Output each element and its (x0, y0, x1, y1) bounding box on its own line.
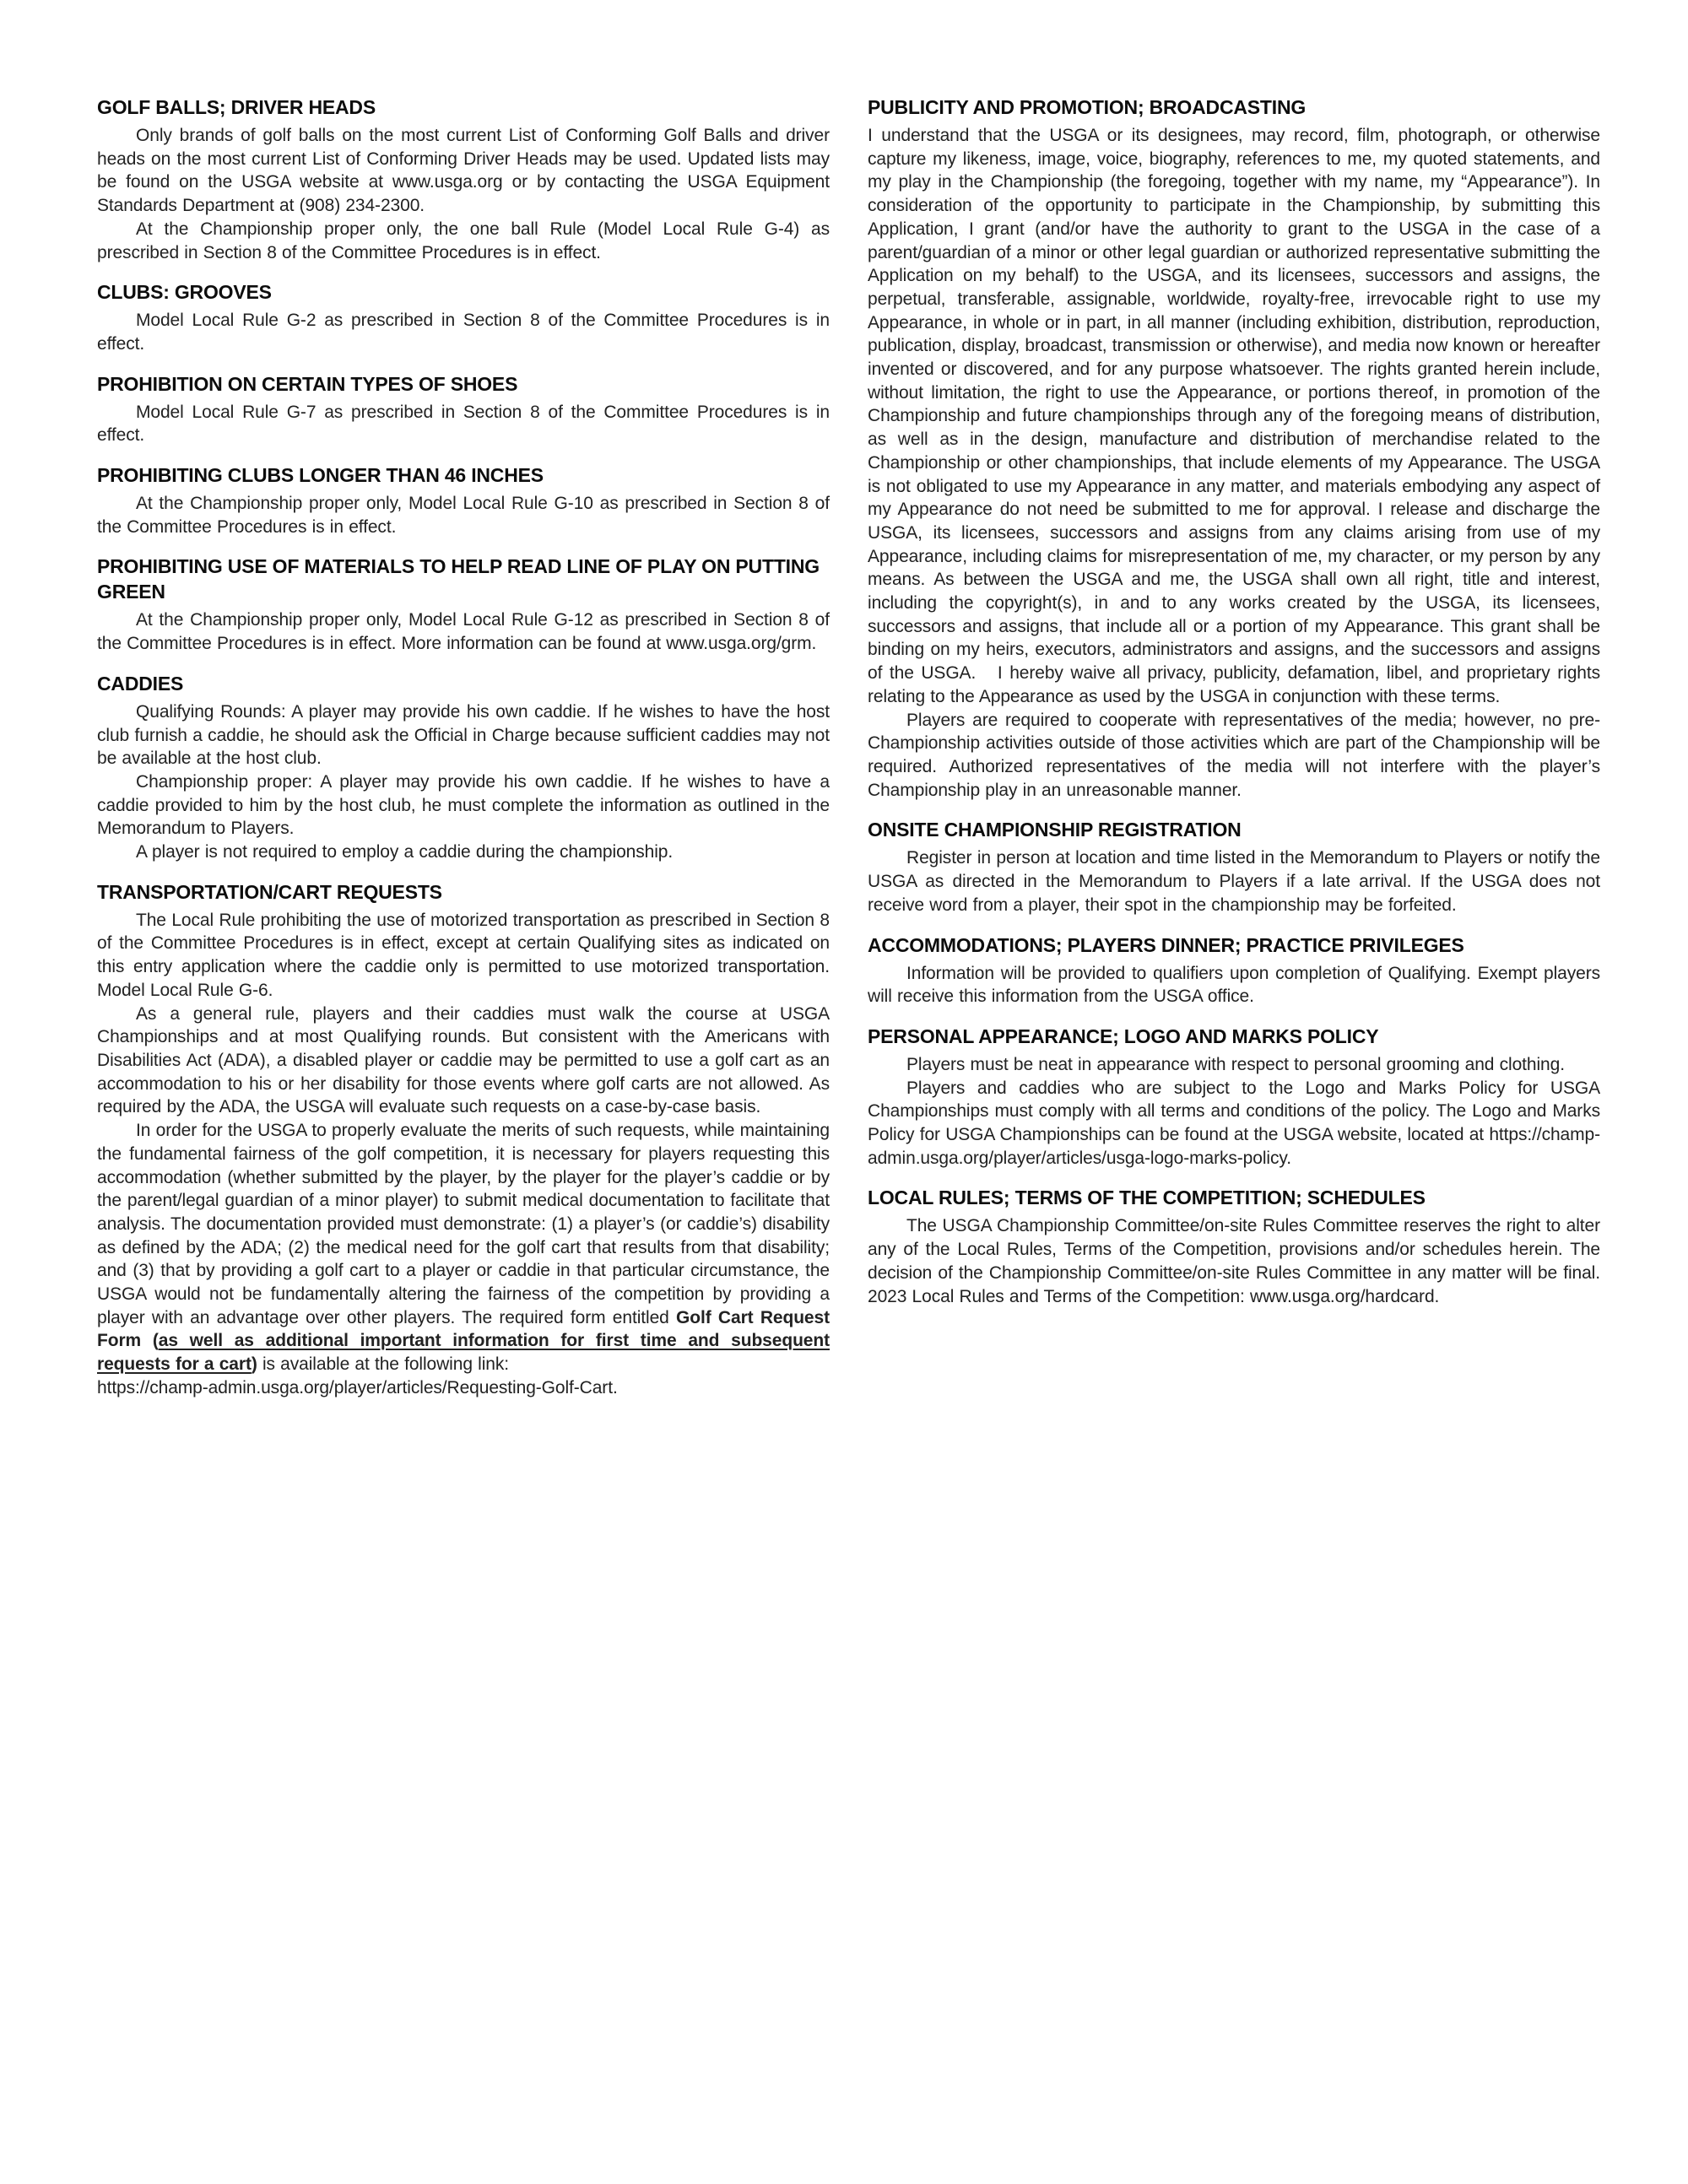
text-run: At the Championship proper only, Model Local Rule G-12 as prescribed in Section 8 of the Committee Procedures is in effect. More information can be found at www.usga.org/grm. (97, 610, 830, 654)
text-run: Championship proper: A player may provide his own caddie. If he wishes to have a caddie provided to him by the host club, he must complete the information as outlined in the Memorandum to Players. (97, 771, 830, 839)
rules-section (97, 879, 830, 1400)
text-run: The Local Rule prohibiting the use of motorized transportation as prescribed in Section 8 of the Committee Procedures is in effect, except at certain Qualifying sites as indicated on this entry application where the caddie only is permitted to use motorized transportation. Model Local Rule G-6. (97, 910, 830, 1000)
section-heading: PERSONAL APPEARANCE; LOGO AND MARKS POLICY (868, 1024, 1379, 1047)
bold-underline-text-run: as well as additional important information for first time and subsequent requests for a cart (97, 1331, 830, 1375)
body-paragraph (868, 1214, 1600, 1308)
rules-section (868, 1024, 1600, 1170)
body-paragraph (97, 909, 830, 1003)
text-run: Players must be neat in appearance with respect to personal grooming and clothing. (906, 1054, 1565, 1074)
two-column-layout (97, 95, 1600, 1400)
text-run: At the Championship proper only, the one ball Rule (Model Local Rule G-4) as prescribed in Section 8 of the Committee Procedures is in effect. (97, 219, 830, 262)
rules-section (868, 1185, 1600, 1308)
section-heading: LOCAL RULES; TERMS OF THE COMPETITION; SCHEDULES (868, 1187, 1426, 1209)
body-paragraph (97, 401, 830, 447)
text-run: https://champ-admin.usga.org/player/articles/Requesting-Golf-Cart. (97, 1377, 618, 1397)
right-column (868, 95, 1600, 1400)
text-run: Model Local Rule G-2 as prescribed in Section 8 of the Committee Procedures is in effect. (97, 311, 830, 354)
body-paragraph (97, 124, 830, 218)
text-run: Qualifying Rounds: A player may provide his own caddie. If he wishes to have the host club furnish a caddie, he should ask the Official in Charge because sufficient caddies may not be available at the host club. (97, 701, 830, 769)
golf-cart-request-url (97, 1376, 830, 1400)
section-heading: PROHIBITION ON CERTAIN TYPES OF SHOES (97, 372, 518, 395)
bold-text-run: Golf Cart Request Form ( (97, 1307, 830, 1351)
rules-section (97, 371, 830, 447)
section-heading: PROHIBITING USE OF MATERIALS TO HELP READ LINE OF PLAY ON PUTTING GREEN (97, 555, 820, 603)
text-run: At the Championship proper only, Model Local Rule G-10 as prescribed in Section 8 of the Committee Procedures is in effect. (97, 494, 830, 537)
text-run: Players are required to cooperate with representatives of the media; however, no pre-Championship activities outside of those activities which are part of the Championship will be required. Authorized representatives of the media will not interfere with the player’s Championship play in an unreasonable manner. (868, 710, 1600, 800)
text-run: A player is not required to employ a caddie during the championship. (136, 842, 674, 862)
section-heading: CLUBS: GROOVES (97, 281, 272, 304)
body-paragraph (97, 309, 830, 355)
body-paragraph (868, 1077, 1600, 1170)
body-paragraph (97, 218, 830, 264)
section-heading: PUBLICITY AND PROMOTION; BROADCASTING (868, 96, 1307, 118)
body-paragraph (868, 1053, 1600, 1077)
body-paragraph (97, 841, 830, 864)
left-column (97, 95, 830, 1400)
body-paragraph (97, 608, 830, 655)
text-run: As a general rule, players and their caddies must walk the course at USGA Championships and at most Qualifying rounds. But consistent with the Americans with Disabilities Act (ADA), a disabled player or caddie may be permitted to use a golf cart as an accommodation to his or her disability for those events where golf carts are not allowed. As required by the ADA, the USGA will evaluate such requests on a case-by-case basis. (97, 1003, 830, 1117)
text-run: The USGA Championship Committee/on-site Rules Committee reserves the right to alter any of the Local Rules, Terms of the Competition, provisions and/or schedules herein. The decision of the Championship Committee/on-site Rules Committee in any matter will be final. 2023 Local Rules and Terms of the Competition: www.usga.org/hardcard. (868, 1216, 1600, 1306)
text-run: Players and caddies who are subject to the Logo and Marks Policy for USGA Championships must comply with all terms and conditions of the policy. The Logo and Marks Policy for USGA Championships can be found at the USGA website, located at https://champ-admin.usga.org/player/articles/usga-logo-marks-policy. (868, 1078, 1600, 1168)
rules-section (97, 462, 830, 538)
rules-section (97, 554, 830, 655)
body-paragraph (868, 124, 1600, 709)
body-paragraph (97, 700, 830, 770)
text-run: is available at the following link: (257, 1354, 509, 1375)
body-paragraph (97, 1119, 830, 1376)
body-paragraph (868, 709, 1600, 803)
body-paragraph (97, 770, 830, 841)
body-paragraph (97, 1003, 830, 1120)
rules-section (868, 933, 1600, 1008)
section-heading: TRANSPORTATION/CART REQUESTS (97, 880, 442, 903)
rules-section (97, 279, 830, 355)
text-run: Information will be provided to qualifiers upon completion of Qualifying. Exempt players will receive this information from the USGA office. (868, 963, 1600, 1007)
rules-section (97, 671, 830, 864)
rules-section (868, 95, 1600, 802)
section-heading: ONSITE CHAMPIONSHIP REGISTRATION (868, 819, 1242, 841)
text-run: Register in person at location and time listed in the Memorandum to Players or notify the USGA as directed in the Memorandum to Players if a late arrival. If the USGA does not receive word from a player, their spot in the championship may be forfeited. (868, 848, 1600, 915)
bold-text-run: ) (251, 1354, 257, 1375)
section-heading: GOLF BALLS; DRIVER HEADS (97, 96, 376, 118)
section-heading: CADDIES (97, 672, 184, 695)
rules-section (868, 817, 1600, 916)
section-heading: ACCOMMODATIONS; PLAYERS DINNER; PRACTICE PRIVILEGES (868, 933, 1464, 956)
body-paragraph (97, 492, 830, 538)
text-run: Model Local Rule G-7 as prescribed in Section 8 of the Committee Procedures is in effect. (97, 402, 830, 446)
text-run: I understand that the USGA or its designees, may record, film, photograph, or otherwise capture my likeness, image, voice, biography, references to me, my quoted statements, and my play in the Championship (the foregoing, together with my name, my “Appearance”). In consideration of the opportunity to participate in the Championship, by submitting this Application, I grant (and/or have the authority to grant to the USGA in the case of a parent/guardian of a minor or other legal guardian or authorized representative submitting the Application on my behalf) to the USGA, and its licensees, successors and assigns, the perpetual, transferable, assignable, worldwide, royalty-free, irrevocable right to use my Appearance, in whole or in part, in all manner (including exhibition, distribution, reproduction, publication, display, broadcast, transmission or otherwise), and media now known or hereafter invented or discovered, and for any purpose whatsoever. The rights granted herein include, without limitation, the right to use the Appearance, or portions thereof, in promotion of the Championship and future championships through any of the foregoing means of distribution, as well as in the design, manufacture and distribution of merchandise related to the Championship or other championships, that include elements of my Appearance. The USGA is not obligated to use my Appearance in any matter, and materials embodying any aspect of my Appearance do not need be submitted to me for approval. I release and discharge the USGA, its licensees, successors and assigns from any claims arising from use of my Appearance, including claims for misrepresentation of me, my character, or my person by any means. As between the USGA and me, the USGA shall own all right, title and interest, including the copyright(s), in and to any works created by the USGA, its licensees, successors and assigns, that include all or a portion of my Appearance. This grant shall be binding on my heirs, executors, administrators and assigns, and the successors and assigns of the USGA. I hereby waive all privacy, publicity, defamation, libel, and proprietary rights relating to the Appearance as used by the USGA in conjunction with these terms. (868, 126, 1600, 706)
body-paragraph (868, 846, 1600, 916)
text-run: Only brands of golf balls on the most current List of Conforming Golf Balls and driver heads on the most current List of Conforming Driver Heads may be used. Updated lists may be found on the USGA website at www.usga.org or by contacting the USGA Equipment Standards Department at (908) 234-2300. (97, 126, 830, 216)
text-run: In order for the USGA to properly evaluate the merits of such requests, while maintaining the fundamental fairness of the golf competition, it is necessary for players requesting this accommodation (whether submitted by the player, by the player for the player’s caddie or by the parent/legal guardian of a minor player) to submit medical documentation to facilitate that analysis. The documentation provided must demonstrate: (1) a player’s (or caddie’s) disability as defined by the ADA; (2) the medical need for the golf cart that results from that disability; and (3) that by providing a golf cart to a player or caddie in that particular circumstance, the USGA would not be fundamentally altering the fairness of the competition by providing a player with an advantage over other players. The required form entitled (97, 1121, 830, 1327)
rules-section (97, 95, 830, 264)
body-paragraph (868, 962, 1600, 1008)
section-heading: PROHIBITING CLUBS LONGER THAN 46 INCHES (97, 464, 544, 487)
